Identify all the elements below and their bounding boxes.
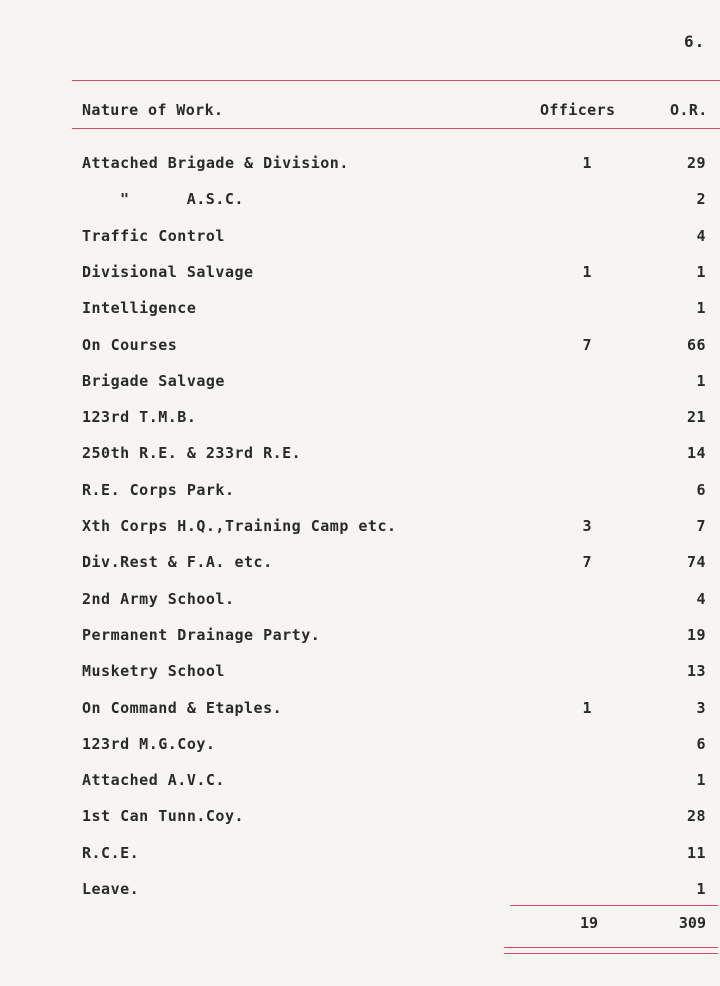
table-row <box>0 190 720 212</box>
nature-of-work-cell: Musketry School <box>82 662 225 680</box>
table-row <box>0 553 720 575</box>
table-row <box>0 880 720 902</box>
table-row <box>0 336 720 358</box>
column-header-nature-of-work: Nature of Work. <box>82 101 224 119</box>
nature-of-work-cell: 123rd M.G.Coy. <box>82 735 216 753</box>
table-row <box>0 807 720 829</box>
totals-row <box>0 914 720 936</box>
table-row <box>0 408 720 430</box>
totals-double-rule-1 <box>504 947 718 948</box>
or-cell: 11 <box>686 844 706 862</box>
table-row <box>0 517 720 539</box>
table-row <box>0 626 720 648</box>
table-row <box>0 590 720 612</box>
nature-of-work-cell: Attached A.V.C. <box>82 771 225 789</box>
total-officers: 19 <box>579 914 598 932</box>
table-row <box>0 699 720 721</box>
or-cell: 66 <box>686 336 706 354</box>
table-row <box>0 299 720 321</box>
nature-of-work-cell: Attached Brigade & Division. <box>82 154 349 172</box>
officers-cell: 3 <box>582 517 592 535</box>
or-cell: 6 <box>696 481 706 499</box>
or-cell: 4 <box>696 590 706 608</box>
or-cell: 1 <box>696 299 706 317</box>
nature-of-work-cell: Xth Corps H.Q.,Training Camp etc. <box>82 517 397 535</box>
table-row <box>0 227 720 249</box>
total-or: 309 <box>678 914 706 932</box>
or-cell: 3 <box>696 699 706 717</box>
officers-cell: 7 <box>582 336 592 354</box>
nature-of-work-cell: 123rd T.M.B. <box>82 408 197 426</box>
or-cell: 1 <box>696 263 706 281</box>
officers-cell: 7 <box>582 553 592 571</box>
nature-of-work-cell: R.C.E. <box>82 844 140 862</box>
page-number: 6. <box>684 32 706 51</box>
column-header-or: O.R. <box>670 101 708 119</box>
nature-of-work-cell: On Command & Etaples. <box>82 699 283 717</box>
or-cell: 14 <box>686 444 706 462</box>
table-row <box>0 735 720 757</box>
or-cell: 74 <box>686 553 706 571</box>
nature-of-work-cell: On Courses <box>82 336 178 354</box>
officers-cell: 1 <box>582 699 592 717</box>
or-cell: 1 <box>696 880 706 898</box>
column-header-officers: Officers <box>540 101 616 119</box>
nature-of-work-cell: Divisional Salvage <box>82 263 254 281</box>
or-cell: 13 <box>686 662 706 680</box>
nature-of-work-cell: 1st Can Tunn.Coy. <box>82 807 245 825</box>
officers-cell: 1 <box>582 263 592 281</box>
nature-of-work-cell: Brigade Salvage <box>82 372 225 390</box>
or-cell: 1 <box>696 372 706 390</box>
officers-cell: 1 <box>582 154 592 172</box>
or-cell: 29 <box>686 154 706 172</box>
table-row <box>0 444 720 466</box>
or-cell: 19 <box>686 626 706 644</box>
header-top-rule <box>72 80 720 81</box>
header-bottom-rule <box>72 128 720 129</box>
nature-of-work-cell: Permanent Drainage Party. <box>82 626 321 644</box>
or-cell: 7 <box>696 517 706 535</box>
or-cell: 6 <box>696 735 706 753</box>
table-row <box>0 844 720 866</box>
nature-of-work-cell: R.E. Corps Park. <box>82 481 235 499</box>
nature-of-work-cell: 250th R.E. & 233rd R.E. <box>82 444 302 462</box>
or-cell: 2 <box>696 190 706 208</box>
nature-of-work-cell: Intelligence <box>82 299 197 317</box>
table-row <box>0 662 720 684</box>
table-row <box>0 481 720 503</box>
or-cell: 21 <box>686 408 706 426</box>
totals-top-rule <box>510 905 718 906</box>
totals-double-rule-2 <box>504 953 718 954</box>
table-row <box>0 372 720 394</box>
nature-of-work-cell: Leave. <box>82 880 140 898</box>
table-row <box>0 263 720 285</box>
or-cell: 4 <box>696 227 706 245</box>
nature-of-work-cell: Div.Rest & F.A. etc. <box>82 553 273 571</box>
or-cell: 1 <box>696 771 706 789</box>
or-cell: 28 <box>686 807 706 825</box>
table-row <box>0 154 720 176</box>
nature-of-work-cell: 2nd Army School. <box>82 590 235 608</box>
table-row <box>0 771 720 793</box>
nature-of-work-cell: Traffic Control <box>82 227 225 245</box>
nature-of-work-cell: " A.S.C. <box>120 190 244 208</box>
